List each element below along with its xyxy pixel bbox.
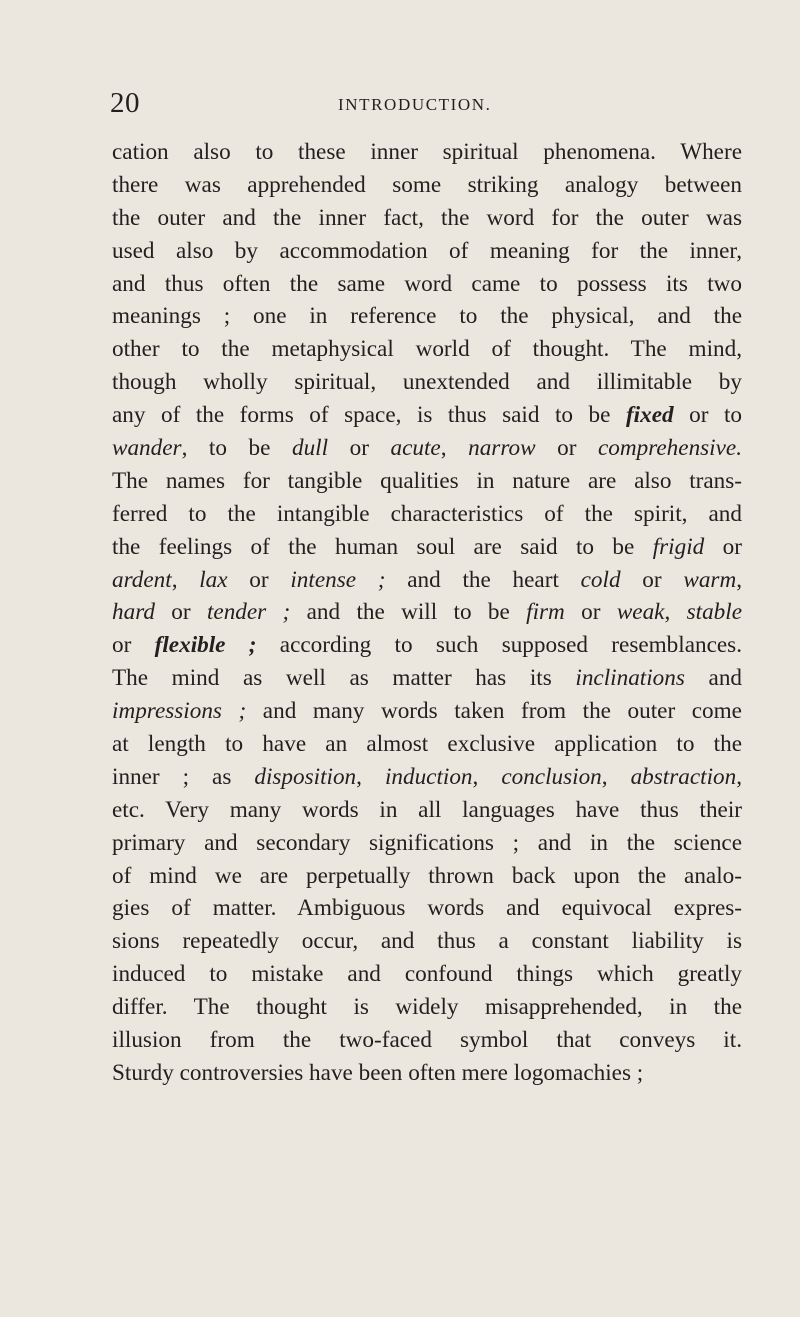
text-segment: or — [112, 632, 155, 659]
text-segment: , — [601, 763, 631, 790]
text-segment: and the heart — [385, 566, 581, 593]
text-segment: Sturdy controversies have been often mere logomachies ; — [112, 1059, 644, 1086]
text-line — [112, 695, 742, 728]
text-segment: etc. Very many words in all languages have thus their — [112, 796, 742, 823]
text-line — [112, 1024, 742, 1057]
text-line — [112, 366, 742, 399]
text-segment: , — [171, 566, 200, 593]
text-line — [112, 465, 742, 498]
text-line — [112, 596, 742, 629]
emphasized-word: cold — [580, 566, 621, 593]
text-segment: and — [684, 665, 742, 692]
text-segment: or — [704, 533, 742, 560]
text-segment: , — [664, 599, 687, 626]
text-segment: and thus often the same word came to possess its two — [112, 270, 742, 297]
text-segment: or — [328, 435, 391, 462]
text-segment: though wholly spiritual, unextended and illimitable by — [112, 369, 742, 396]
text-segment: gies of matter. Ambiguous words and equivocal expres- — [112, 895, 742, 922]
running-title: INTRODUCTION. — [338, 95, 492, 114]
text-segment: the outer and the inner fact, the word for the outer was — [112, 204, 742, 231]
emphasized-word: lax — [199, 566, 228, 593]
text-segment: the feelings of the human soul are said to be — [112, 533, 653, 560]
text-segment: differ. The thought is widely misapprehended, in the — [112, 994, 742, 1021]
text-line — [112, 399, 742, 432]
text-line — [112, 629, 742, 662]
emphasized-word: fixed — [625, 402, 674, 429]
emphasized-word: comprehensive. — [598, 435, 742, 462]
text-line — [112, 761, 742, 794]
emphasized-word: weak — [616, 599, 665, 626]
text-line — [112, 333, 742, 366]
text-line — [112, 169, 742, 202]
text-line — [112, 728, 742, 761]
text-segment: primary and secondary significations ; and in the science — [112, 829, 742, 856]
text-line — [112, 958, 742, 991]
text-line — [112, 268, 742, 301]
text-segment: , — [440, 435, 469, 462]
emphasized-word: flexible ; — [154, 632, 257, 659]
text-segment: The mind as well as matter has its — [112, 665, 576, 692]
text-line — [112, 531, 742, 564]
text-segment: , — [736, 566, 742, 593]
text-segment: any of the forms of space, is thus said to be — [112, 402, 626, 429]
emphasized-word: abstraction — [630, 763, 737, 790]
emphasized-word: firm — [526, 599, 565, 626]
text-segment: and many words taken from the outer come — [246, 698, 742, 725]
emphasized-word: acute — [390, 435, 441, 462]
emphasized-word: warm — [683, 566, 737, 593]
text-segment: other to the metaphysical world of thought. The mind, — [112, 336, 742, 363]
emphasized-word: stable — [686, 599, 742, 626]
text-segment: cation also to these inner spiritual phenomena. Where — [112, 139, 742, 165]
emphasized-word: intense ; — [290, 566, 386, 593]
text-line — [112, 498, 742, 531]
emphasized-word: frigid — [652, 533, 705, 560]
text-segment: of mind we are perpetually thrown back upon the analo- — [112, 862, 742, 889]
text-segment: or — [564, 599, 617, 626]
text-segment: or to — [673, 402, 742, 429]
text-line — [112, 892, 742, 925]
text-line — [112, 662, 742, 695]
text-segment: inner ; as — [112, 763, 255, 790]
text-line — [112, 136, 742, 169]
text-segment: The names for tangible qualities in nature are also trans- — [112, 467, 742, 494]
emphasized-word: induction — [384, 763, 473, 790]
text-segment: ferred to the intangible characteristics of the spirit, and — [112, 500, 742, 527]
text-segment: induced to mistake and confound things which greatly — [112, 961, 742, 988]
text-line — [112, 794, 742, 827]
page-number: 20 — [110, 87, 140, 119]
emphasized-word: hard — [112, 599, 155, 626]
text-segment: , — [472, 763, 502, 790]
emphasized-word: narrow — [468, 435, 536, 462]
text-line — [112, 860, 742, 893]
emphasized-word: ardent — [112, 566, 172, 593]
text-line — [112, 564, 742, 597]
text-segment: sions repeatedly occur, and thus a constant liability is — [112, 928, 742, 955]
text-line — [112, 432, 742, 465]
text-line — [112, 991, 742, 1024]
text-line — [112, 235, 742, 268]
text-segment: meanings ; one in reference to the physical, and the — [112, 303, 742, 330]
text-line — [112, 202, 742, 235]
text-segment: there was apprehended some striking analogy between — [112, 171, 742, 198]
body-paragraph — [112, 136, 742, 1090]
text-line — [112, 827, 742, 860]
running-head — [110, 86, 738, 122]
text-segment: or — [154, 599, 207, 626]
text-segment: according to such supposed resemblances. — [256, 632, 742, 659]
text-segment: or — [535, 435, 598, 462]
text-segment: illusion from the two-faced symbol that conveys it. — [112, 1027, 742, 1054]
text-line — [112, 925, 742, 958]
emphasized-word: conclusion — [501, 763, 602, 790]
text-segment: , — [356, 763, 385, 790]
emphasized-word: dull — [291, 435, 329, 462]
text-segment: , to be — [181, 435, 292, 462]
emphasized-word: wander — [112, 435, 182, 462]
text-line — [112, 300, 742, 333]
text-segment: used also by accommodation of meaning for the inner, — [112, 237, 742, 264]
text-segment: or — [227, 566, 291, 593]
emphasized-word: tender ; — [206, 599, 291, 626]
text-segment: , — [736, 763, 742, 790]
text-segment: at length to have an almost exclusive application to the — [112, 731, 742, 758]
text-segment: or — [620, 566, 684, 593]
emphasized-word: inclinations — [575, 665, 685, 692]
text-line — [112, 1057, 742, 1090]
text-segment: and the will to be — [290, 599, 527, 626]
emphasized-word: disposition — [254, 763, 357, 790]
emphasized-word: impressions ; — [112, 698, 247, 725]
